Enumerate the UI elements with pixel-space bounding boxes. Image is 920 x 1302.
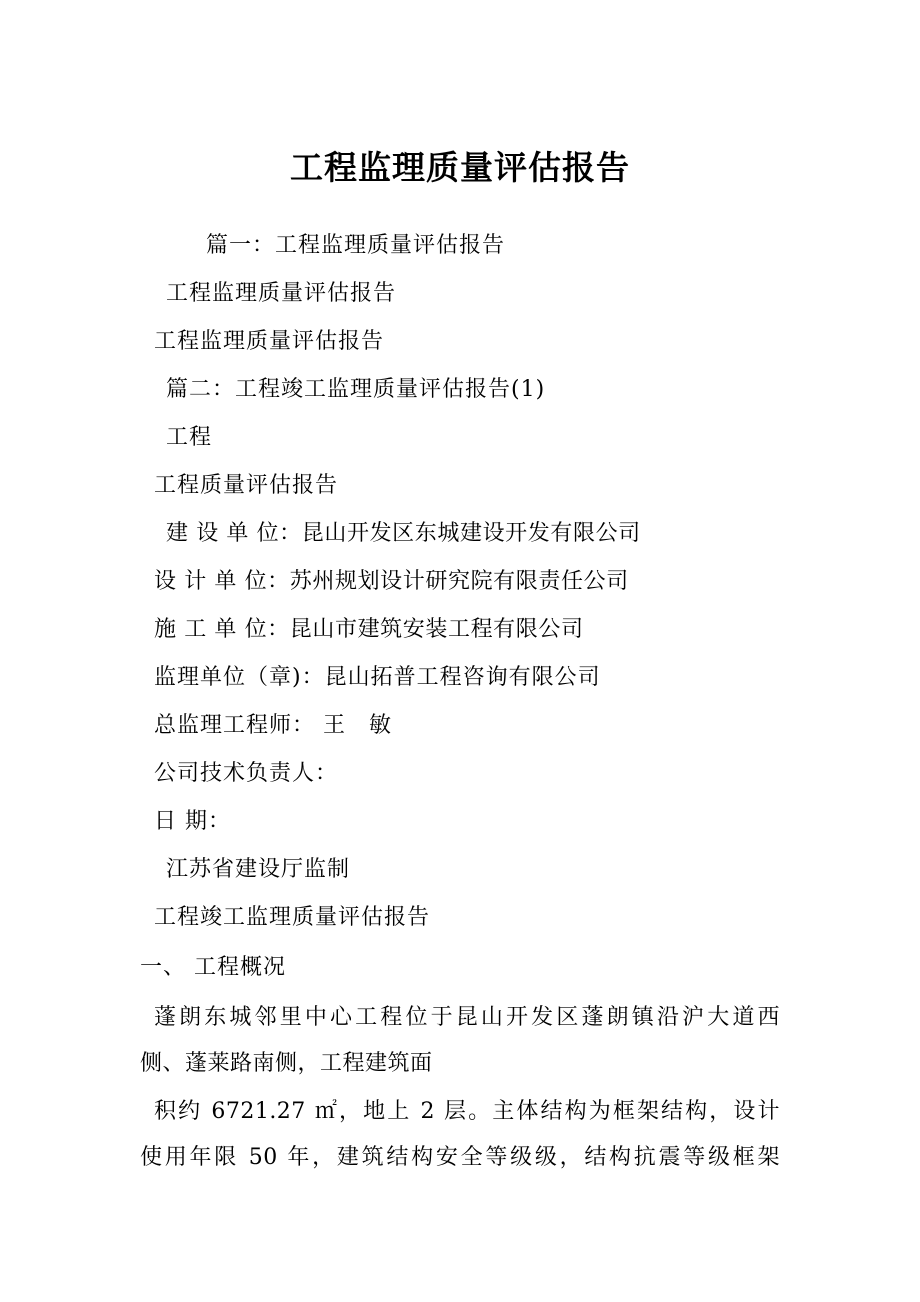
chief-engineer-line: 总监理工程师： 王 敏	[154, 713, 392, 738]
text-line: 工程监理质量评估报告	[154, 329, 385, 354]
document-title: 工程监理质量评估报告	[290, 148, 630, 187]
date-line: 日 期：	[154, 809, 231, 834]
supervision-unit-line: 监理单位（章)：昆山拓普工程咨询有限公司	[154, 665, 601, 690]
section-heading: 一、 工程概况	[140, 955, 286, 980]
paragraph-line: 使用年限 50 年，建筑结构安全等级级，结构抗震等级框架	[140, 1145, 780, 1170]
text-line: 工程	[166, 425, 213, 450]
builder-unit-line: 施 工 单 位：昆山市建筑安装工程有限公司	[154, 617, 584, 642]
paragraph-line: 积约 6721.27 ㎡，地上 2 层。主体结构为框架结构，设计	[154, 1099, 780, 1124]
issuer-line: 江苏省建设厅监制	[166, 857, 351, 882]
text-line-part-one: 篇一：工程监理质量评估报告	[206, 233, 506, 258]
report-heading-line: 工程竣工监理质量评估报告	[154, 905, 431, 930]
text-line-part-two: 篇二：工程竣工监理质量评估报告(1)	[166, 377, 546, 402]
technical-lead-line: 公司技术负责人：	[154, 761, 339, 786]
design-unit-line: 设 计 单 位：苏州规划设计研究院有限责任公司	[154, 569, 629, 594]
construction-unit-line: 建 设 单 位：昆山开发区东城建设开发有限公司	[166, 521, 641, 546]
paragraph-line: 侧、蓬莱路南侧，工程建筑面	[140, 1051, 433, 1076]
text-line: 工程质量评估报告	[154, 473, 339, 498]
text-line: 工程监理质量评估报告	[166, 281, 397, 306]
paragraph-line: 蓬朗东城邻里中心工程位于昆山开发区蓬朗镇沿沪大道西	[154, 1005, 780, 1030]
